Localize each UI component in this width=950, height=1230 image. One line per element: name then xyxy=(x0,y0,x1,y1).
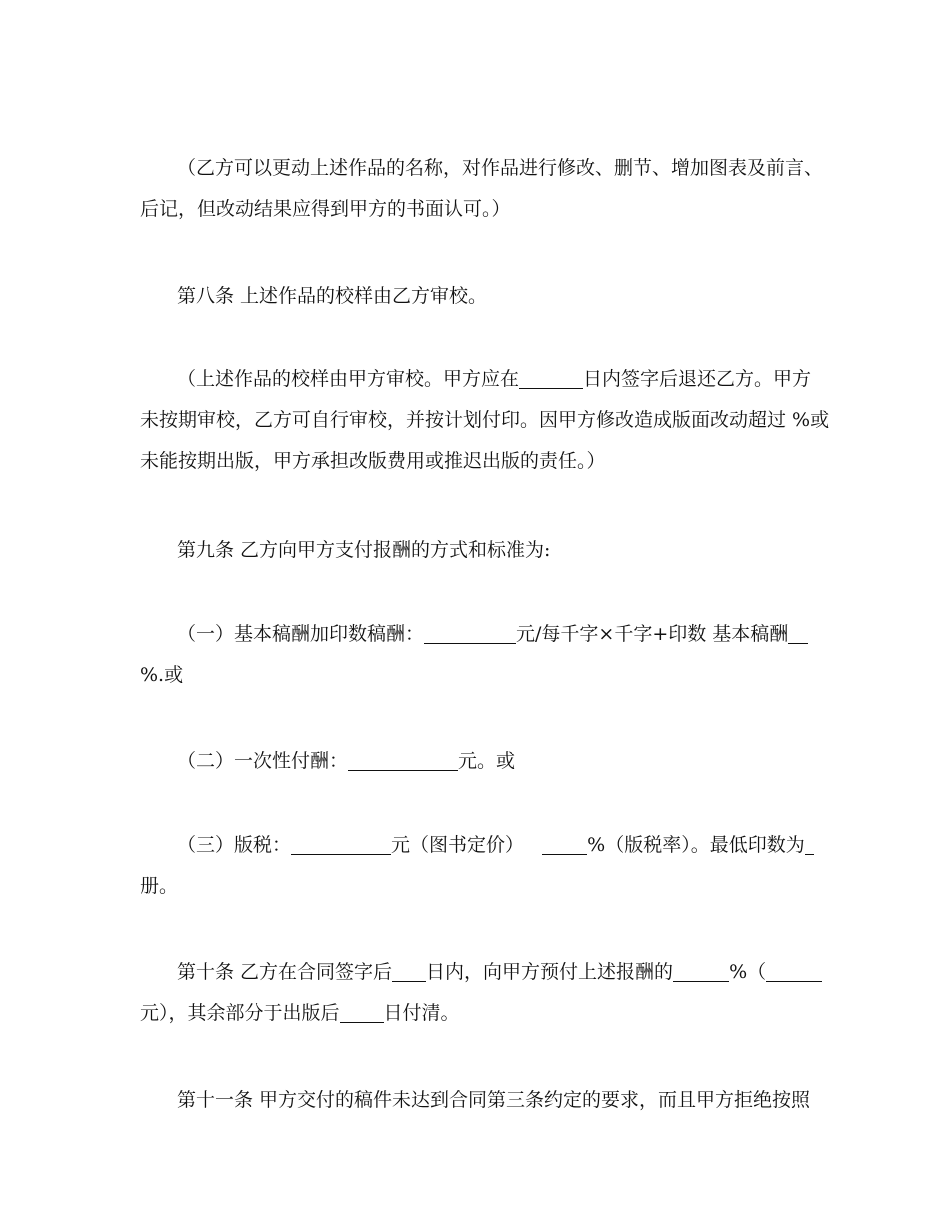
text-fragment: %（版税率）。最低印数为 xyxy=(587,834,805,856)
fill-in-blank xyxy=(519,369,583,389)
text-fragment: 日付清。 xyxy=(383,1002,460,1024)
fill-in-blank xyxy=(291,835,391,855)
article-8 xyxy=(140,276,815,317)
fill-in-blank xyxy=(673,962,729,982)
text-fragment: 元。或 xyxy=(458,750,516,772)
text-line xyxy=(140,741,815,782)
text-fragment: 元（图书定价） xyxy=(391,834,543,856)
fill-in-blank xyxy=(348,751,458,771)
fill-in-blank xyxy=(424,624,516,644)
paragraph-modification-note xyxy=(140,148,824,230)
text-fragment: 元/每千字×千字+印数 基本稿酬 xyxy=(516,623,789,645)
text-line xyxy=(140,825,815,866)
text-fragment: %（ xyxy=(729,961,767,983)
text-line: %.或 xyxy=(140,664,184,686)
fill-in-blank xyxy=(542,835,587,855)
text-line xyxy=(140,993,815,1034)
text-fragment: 元），其余部分于出版后 xyxy=(140,1002,340,1024)
text-fragment: （上述作品的校样由甲方审校。甲方应在 xyxy=(177,368,520,390)
article-9 xyxy=(140,530,815,571)
fill-in-blank xyxy=(788,624,808,644)
article-8-text: 第八条 上述作品的校样由乙方审校。 xyxy=(177,285,488,307)
article-11-text: 第十一条 甲方交付的稿件未达到合同第三条约定的要求，而且甲方拒绝按照 xyxy=(177,1089,811,1111)
payment-option-1 xyxy=(140,614,815,696)
text-line: 未能按期出版，甲方承担改版费用或推迟出版的责任。） xyxy=(140,450,606,472)
text-line: 未按期审校，乙方可自行审校，并按计划付印。因甲方修改造成版面改动超过 %或 xyxy=(140,409,830,431)
text-fragment: （二）一次性付酬： xyxy=(177,750,349,772)
article-11 xyxy=(140,1080,815,1121)
fill-in-blank xyxy=(392,962,426,982)
paragraph-proofreading-note xyxy=(140,359,830,482)
article-10 xyxy=(140,952,815,1034)
text-line: 册。 xyxy=(140,875,179,897)
article-9-text: 第九条 乙方向甲方支付报酬的方式和标准为: xyxy=(177,539,551,561)
text-fragment: 日内，向甲方预付上述报酬的 xyxy=(426,961,674,983)
payment-option-2 xyxy=(140,741,815,782)
payment-option-3 xyxy=(140,825,815,907)
text-line: 后记，但改动结果应得到甲方的书面认可。） xyxy=(140,198,511,220)
text-line xyxy=(140,359,815,400)
text-fragment: （一）基本稿酬加印数稿酬： xyxy=(177,623,425,645)
fill-in-blank xyxy=(805,835,814,855)
text-line xyxy=(140,952,815,993)
fill-in-blank xyxy=(766,962,822,982)
text-fragment: （三）版税： xyxy=(177,834,292,856)
text-line: （乙方可以更动上述作品的名称，对作品进行修改、删节、增加图表及前言、 xyxy=(177,157,824,179)
text-fragment: 日内签字后退还乙方。甲方 xyxy=(583,368,812,390)
text-fragment: 第十条 乙方在合同签字后 xyxy=(177,961,393,983)
fill-in-blank xyxy=(340,1003,384,1023)
text-line xyxy=(140,614,815,655)
